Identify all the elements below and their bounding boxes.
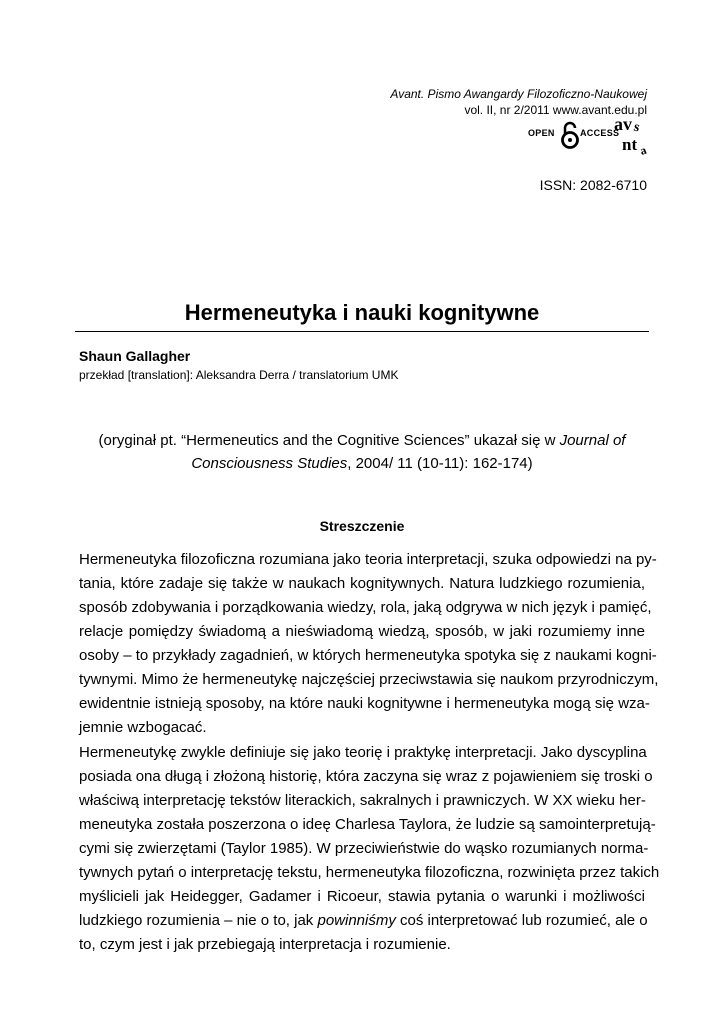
open-access-badge bbox=[528, 116, 652, 156]
body-line: cymi się zwierzętami (Taylor 1985). W przeciwieństwie do wąsko rozumianych norma- bbox=[79, 840, 649, 857]
body-line: meneutyka została poszerzona o ideę Charlesa Taylora, że ludzie są samointerpretują- bbox=[79, 816, 656, 833]
abstract-heading: Streszczenie bbox=[319, 518, 405, 534]
body-line-8-after: coś interpretować lub rozumieć, ale o bbox=[395, 912, 648, 929]
svg-text:a: a bbox=[637, 142, 649, 156]
body-paragraph bbox=[79, 741, 660, 957]
abstract-paragraph bbox=[79, 548, 659, 740]
svg-text:av: av bbox=[614, 114, 632, 134]
svg-text:nt: nt bbox=[622, 135, 638, 154]
body-line: to, czym jest i jak przebiegają interpretacja i rozumienie. bbox=[79, 936, 451, 953]
abstract-line: tania, które zadaje się także w naukach kognitywnych. Natura ludzkiego rozumienia, bbox=[79, 575, 645, 592]
original-journal-name: Journal of Consciousness Studies bbox=[191, 432, 626, 472]
original-note-suffix: , 2004/ 11 (10-11): 162-174) bbox=[347, 455, 533, 472]
abstract-line: jemnie wzbogacać. bbox=[79, 719, 207, 736]
original-note-prefix: (oryginał pt. “Hermeneutics and the Cognitive Sciences” ukazał się w bbox=[98, 432, 560, 449]
original-publication-note bbox=[90, 429, 634, 475]
journal-issue: vol. II, nr 2/2011 www.avant.edu.pl bbox=[464, 103, 647, 117]
body-line: właściwą interpretację tekstów literackich, sakralnych i prawniczych. W XX wieku her- bbox=[79, 792, 646, 809]
abstract-line: ewidentnie istnieją sposoby, na które nauki kognitywne i hermeneutyka mogą się wza- bbox=[79, 695, 650, 712]
body-line bbox=[79, 909, 648, 933]
abstract-line: tywnymi. Mimo że hermeneutykę najczęściej przeciwstawia się naukom przyrodniczym, bbox=[79, 671, 659, 688]
abstract-line: osoby – to przykłady zagadnień, w których hermeneutyka spotyka się z naukami kogni- bbox=[79, 647, 657, 664]
body-line: posiada ona długą i złożoną historię, która zaczyna się wraz z pojawieniem się troski o bbox=[79, 768, 653, 785]
open-label: OPEN bbox=[528, 128, 555, 138]
article-title: Hermeneutyka i nauki kognitywne bbox=[184, 300, 540, 325]
translator-credit: przekład [translation]: Aleksandra Derra / translatorium UMK bbox=[79, 368, 399, 382]
author-name: Shaun Gallagher bbox=[79, 348, 191, 364]
abstract-line: relacje pomiędzy świadomą a nieświadomą wiedzą, sposób, w jaki rozumiemy inne bbox=[79, 623, 645, 640]
body-line-8-before: ludzkiego rozumienia – nie o to, jak bbox=[79, 912, 318, 929]
abstract-line: Hermeneutyka filozoficzna rozumiana jako teoria interpretacji, szuka odpowiedzi na py- bbox=[79, 551, 657, 568]
body-line: Hermeneutykę zwykle definiuje się jako teorię i praktykę interpretacji. Jako dyscyplina bbox=[79, 744, 647, 761]
issn: ISSN: 2082-6710 bbox=[539, 177, 647, 193]
title-divider bbox=[75, 331, 649, 332]
journal-name: Avant. Pismo Awangardy Filozoficzno-Naukowej bbox=[390, 87, 647, 101]
avant-logo bbox=[614, 114, 654, 161]
body-line: tywnych pytań o interpretację tekstu, hermeneutyka filozoficzna, rozwinięta przez takich bbox=[79, 864, 660, 881]
emphasis-powinnismy: powinniśmy bbox=[317, 912, 396, 929]
svg-text:s: s bbox=[632, 119, 642, 136]
access-label: ACCESS bbox=[580, 128, 620, 138]
journal-header bbox=[390, 86, 647, 118]
body-line: myślicieli jak Heidegger, Gadamer i Ricoeur, stawia pytania o warunki i możliwości bbox=[79, 888, 645, 905]
abstract-line: sposób zdobywania i porządkowania wiedzy, rola, jaką odgrywa w nich język i pamięć, bbox=[79, 599, 652, 616]
open-access-lock-icon bbox=[560, 120, 580, 155]
